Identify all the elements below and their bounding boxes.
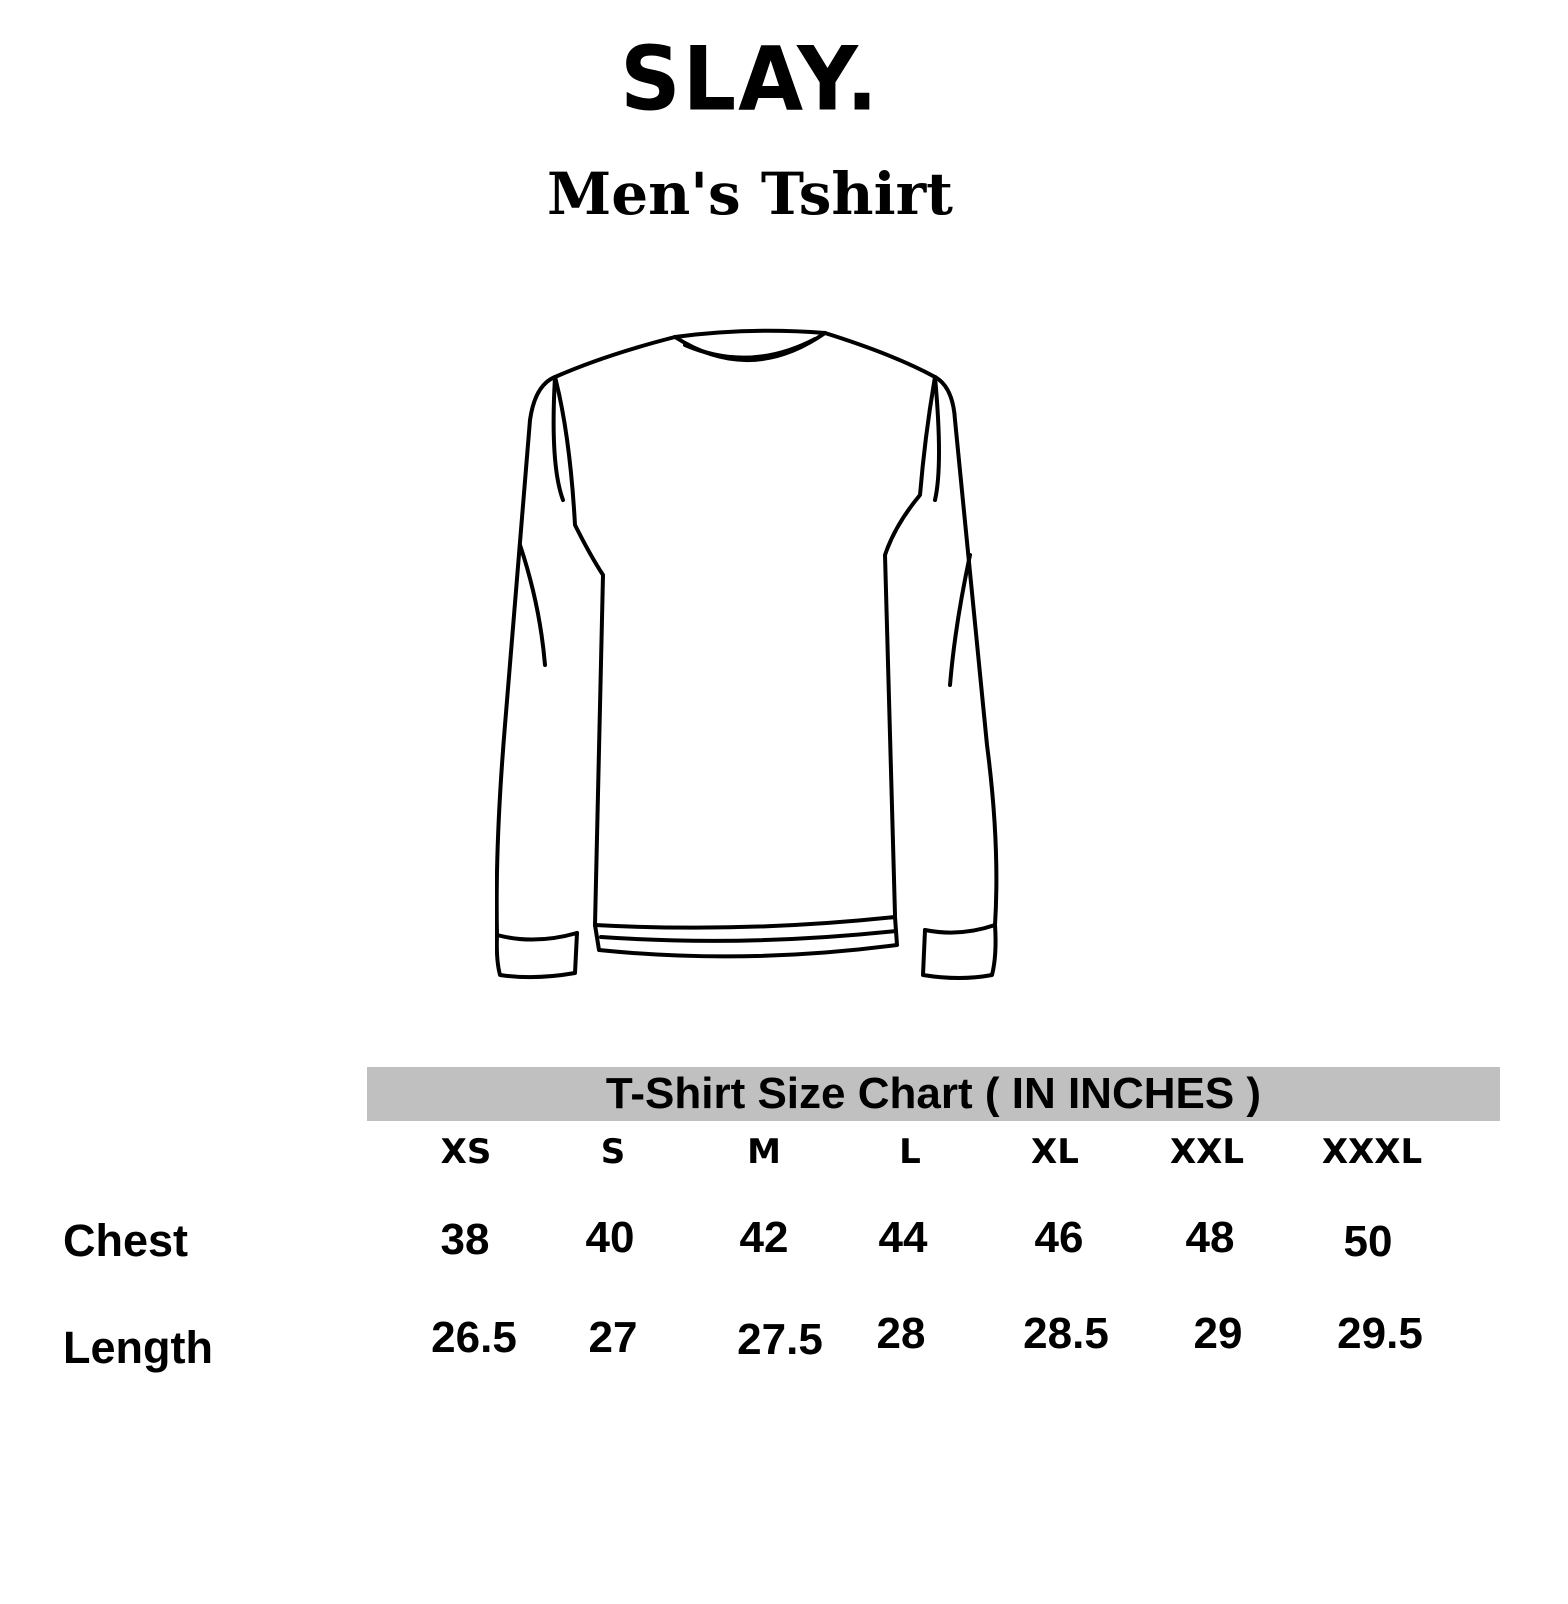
chest-value-xl: 46 [1034, 1213, 1084, 1262]
length-value-s: 27 [588, 1313, 638, 1362]
chest-value-m: 42 [739, 1213, 789, 1262]
size-header-xs: XS [440, 1132, 492, 1172]
row-label-length: Length [63, 1322, 213, 1373]
size-header-xl: XL [1031, 1132, 1079, 1172]
size-header-xxl: XXL [1169, 1132, 1245, 1172]
size-header-l: L [899, 1132, 921, 1172]
chest-value-xs: 38 [440, 1215, 490, 1264]
length-value-xxl: 29 [1193, 1309, 1243, 1358]
row-label-chest: Chest [63, 1215, 189, 1266]
chest-value-l: 44 [878, 1213, 928, 1262]
length-value-xs: 26.5 [431, 1313, 517, 1362]
chest-value-xxl: 48 [1185, 1213, 1235, 1262]
tshirt-outline-icon [495, 325, 1030, 1000]
size-chart-title: T-Shirt Size Chart ( IN INCHES ) [605, 1069, 1262, 1118]
length-value-l: 28 [876, 1309, 926, 1358]
size-header-m: M [747, 1132, 781, 1172]
chest-value-xxxl: 50 [1343, 1217, 1393, 1266]
chest-value-s: 40 [585, 1213, 635, 1262]
length-value-m: 27.5 [737, 1315, 823, 1364]
length-value-xl: 28.5 [1023, 1309, 1109, 1358]
size-header-s: S [600, 1132, 626, 1172]
product-title: Men's Tshirt [547, 160, 953, 228]
brand-logo: SLAY. [620, 27, 880, 131]
length-value-xxxl: 29.5 [1337, 1309, 1423, 1358]
size-header-xxxl: XXXL [1321, 1132, 1423, 1172]
